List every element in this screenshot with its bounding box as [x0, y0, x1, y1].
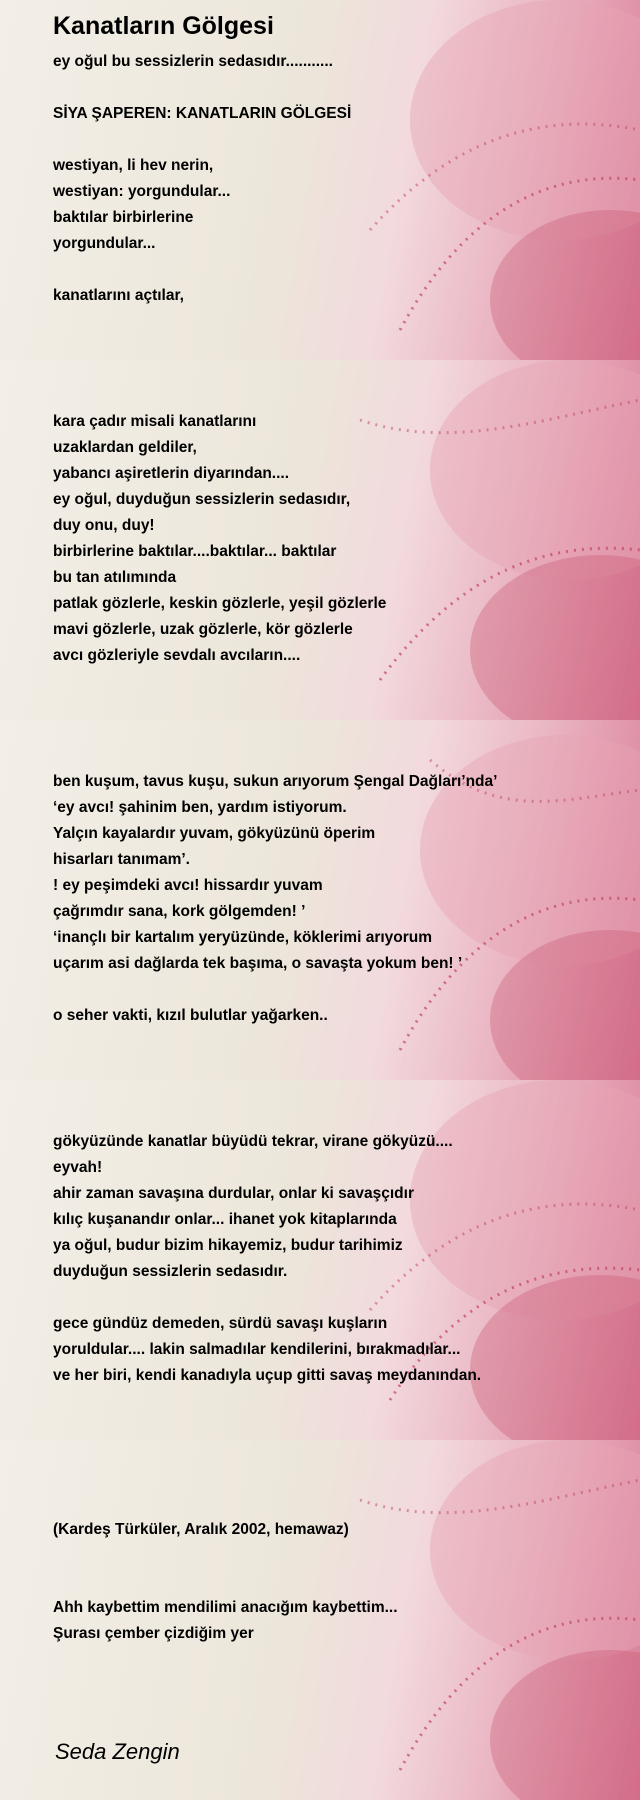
stanza-2: kara çadır misali kanatlarını uzaklardan geldiler, yabancı aşiretlerin diyarından.... ey oğul, duyduğun sessizlerin sedasıdır, duy onu, duy! birbirlerine baktılar....baktılar... baktılar bu tan atılımında patlak gözlerle, keskin gözlerle, yeşil gözlerle mavi gözlerle, uzak gözlerle, kör gözlerle avcı gözleriyle sevdalı avcıların....	[53, 413, 387, 664]
poem-panel-4	[0, 1080, 640, 1440]
stanza-3: ben kuşum, tavus kuşu, sukun arıyorum Şengal Dağları’nda’ ‘ey avcı! şahinim ben, yardım istiyorum. Yalçın kayalardır yuvam, gökyüzünü öperim hisarları tanımam’. ! ey peşimdeki avcı! hissardır yuvam çağrımdır sana, kork gölgemden! ’ ‘inançlı bir kartalım yeryüzünde, köklerimi arıyorum uçarım asi dağlarda tek başıma, o savaşta yokum ben! ’ o seher vakti, kızıl bulutlar yağarken..	[53, 773, 498, 1024]
poem-panel-2	[0, 360, 640, 720]
stanza-5: (Kardeş Türküler, Aralık 2002, hemawaz) Ahh kaybettim mendilimi anacığım kaybettim... Şurası çember çizdiğim yer	[53, 1521, 398, 1642]
poem-title: Kanatların Gölgesi	[53, 12, 274, 40]
stanza-4: gökyüzünde kanatlar büyüdü tekrar, virane gökyüzü.... eyvah! ahir zaman savaşına durdular, onlar ki savaşçıdır kılıç kuşanandır onlar... ihanet yok kitaplarında ya oğul, budur bizim hikayemiz, budur tarihimiz duyduğun sessizlerin sedasıdır. gece gündüz demeden, sürdü savaşı kuşların yoruldular.... lakin salmadılar kendilerini, bırakmadılar... ve her biri, kendi kanadıyla uçup gitti savaş meydanından.	[53, 1133, 482, 1384]
stanza-1: ey oğul bu sessizlerin sedasıdır........... SİYA ŞAPEREN: KANATLARIN GÖLGESİ westiyan, li hev nerin, westiyan: yorgundular... baktılar birbirlerine yorgundular... kanatlarını açtılar,	[53, 53, 352, 304]
author-signature: Seda Zengin	[55, 1739, 180, 1764]
poem-panel-3	[0, 720, 640, 1080]
poem-panel-1	[0, 0, 640, 360]
